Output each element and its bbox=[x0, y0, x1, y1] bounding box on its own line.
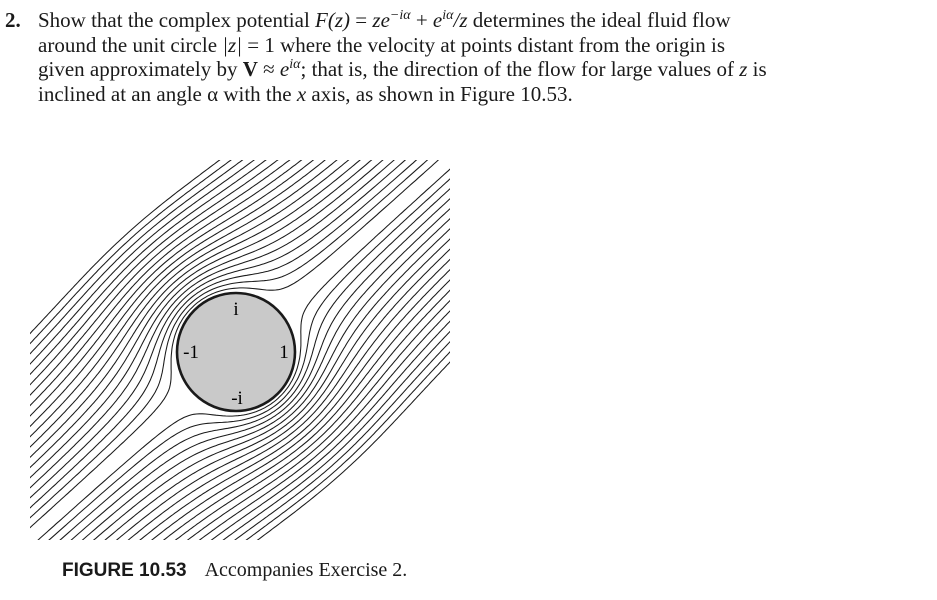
math-e: e bbox=[380, 8, 390, 32]
text-segment: given approximately by bbox=[38, 57, 243, 81]
exercise-line-3 bbox=[0, 57, 920, 82]
caption-label: FIGURE 10.53 bbox=[62, 560, 187, 581]
text-segment: = 1 where the velocity at points distant from the origin is bbox=[241, 32, 726, 57]
exercise-number: 2. bbox=[5, 8, 21, 32]
math-exponent: iα bbox=[442, 8, 454, 23]
text-segment: determines the ideal fluid flow bbox=[467, 8, 731, 32]
caption-text: Accompanies Exercise 2. bbox=[204, 559, 408, 581]
math-equals: = bbox=[350, 8, 373, 32]
math-plus: + bbox=[410, 8, 433, 32]
label-minus-i: -i bbox=[231, 388, 243, 409]
math-exponent: −iα bbox=[389, 8, 411, 23]
math-e: e bbox=[432, 8, 443, 32]
flow-figure bbox=[30, 160, 450, 540]
math-exponent: iα bbox=[289, 57, 301, 72]
math-e: e bbox=[279, 57, 290, 81]
label-i: i bbox=[233, 299, 239, 320]
text-segment: around the unit circle bbox=[38, 32, 223, 57]
math-abs-z: |z| bbox=[222, 32, 242, 57]
math-x: x bbox=[296, 81, 307, 106]
label-minus-1: -1 bbox=[183, 342, 199, 363]
exercise-line-2 bbox=[0, 33, 920, 58]
text-segment: is bbox=[747, 57, 767, 81]
exercise-line-4 bbox=[0, 82, 920, 107]
math-z: z bbox=[372, 8, 381, 32]
exercise-line-1 bbox=[0, 8, 920, 33]
text-segment: axis, as shown in Figure 10.53. bbox=[306, 81, 573, 106]
text-segment: ; that is, the direction of the flow for large values of bbox=[300, 57, 740, 81]
figure-caption bbox=[62, 559, 407, 582]
text-segment: inclined at an angle α with the bbox=[38, 81, 297, 106]
exercise-text bbox=[0, 8, 920, 106]
math-F: F bbox=[315, 8, 328, 32]
math-z: z bbox=[739, 57, 748, 81]
math-slash-z: /z bbox=[453, 8, 468, 32]
math-V: V bbox=[242, 57, 258, 81]
math-approx: ≈ bbox=[257, 57, 280, 81]
streamline-plot bbox=[30, 160, 450, 540]
math-paren-z: (z) bbox=[327, 8, 351, 32]
text-segment: Show that the complex potential bbox=[38, 8, 316, 32]
label-1: 1 bbox=[279, 342, 289, 363]
